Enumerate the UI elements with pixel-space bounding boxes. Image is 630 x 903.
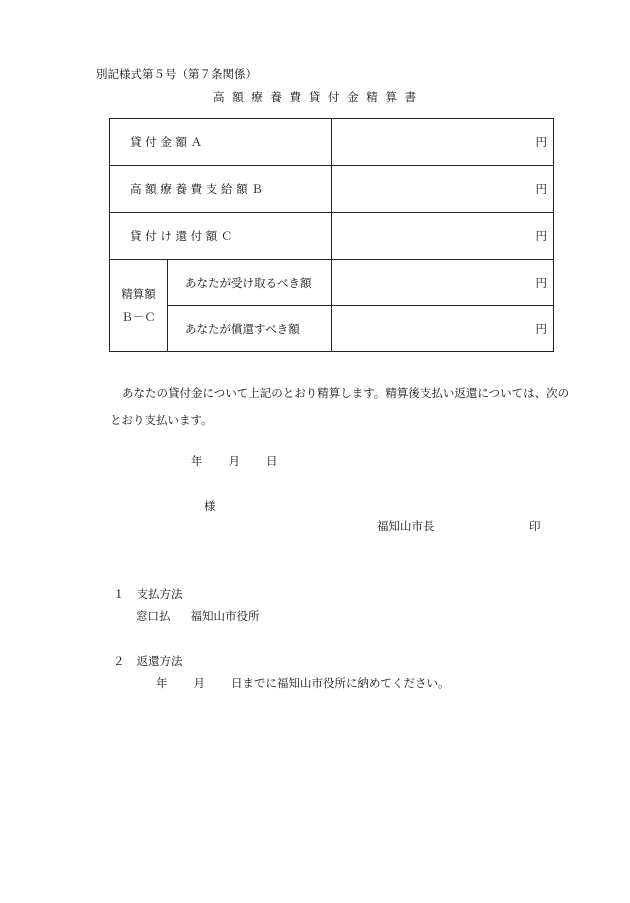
yen-cell-b: 円	[332, 166, 554, 213]
table-row	[110, 260, 554, 306]
section-repayment-body: 年 月 日までに福知山市役所に納めてください。	[156, 676, 450, 690]
section-repayment-heading: ２ 返還方法	[113, 654, 183, 668]
document-title: 高 額 療 養 費 貸 付 金 精 算 書	[212, 90, 418, 104]
section-payment-heading: １ 支払方法	[113, 587, 183, 601]
issuer-name: 福知山市長	[377, 519, 435, 533]
row-label-receivable: あなたが受け取るべき額	[168, 260, 332, 306]
addressee-suffix: 様	[204, 499, 216, 513]
yen-cell-a: 円	[332, 119, 554, 166]
table-row	[110, 213, 554, 260]
table-row	[110, 306, 554, 352]
table-row	[110, 119, 554, 166]
row-label-refund-amount: 貸 付 け 還 付 額 Ｃ	[110, 213, 332, 260]
section-payment-body: 窓口払 福知山市役所	[136, 609, 260, 623]
settlement-table	[109, 118, 554, 352]
row-label-loan-amount: 貸 付 金 額 Ａ	[110, 119, 332, 166]
yen-cell-repayable: 円	[332, 306, 554, 352]
settlement-notice-paragraph: あなたの貸付金について上記のとおり精算します。精算後支払い返還については、次のとおり支払います。	[110, 386, 570, 427]
row-label-repayable: あなたが償還すべき額	[168, 306, 332, 352]
notice-date: 年 月 日	[191, 454, 278, 468]
yen-cell-receivable: 円	[332, 260, 554, 306]
form-number-label: 別記様式第５号（第７条関係）	[96, 67, 257, 81]
yen-cell-c: 円	[332, 213, 554, 260]
seal-mark: 印	[529, 519, 541, 533]
table-row	[110, 166, 554, 213]
settlement-group-label: 精算額 Ｂ－Ｃ	[110, 260, 168, 352]
row-label-benefit-amount: 高 額 療 養 費 支 給 額 Ｂ	[110, 166, 332, 213]
